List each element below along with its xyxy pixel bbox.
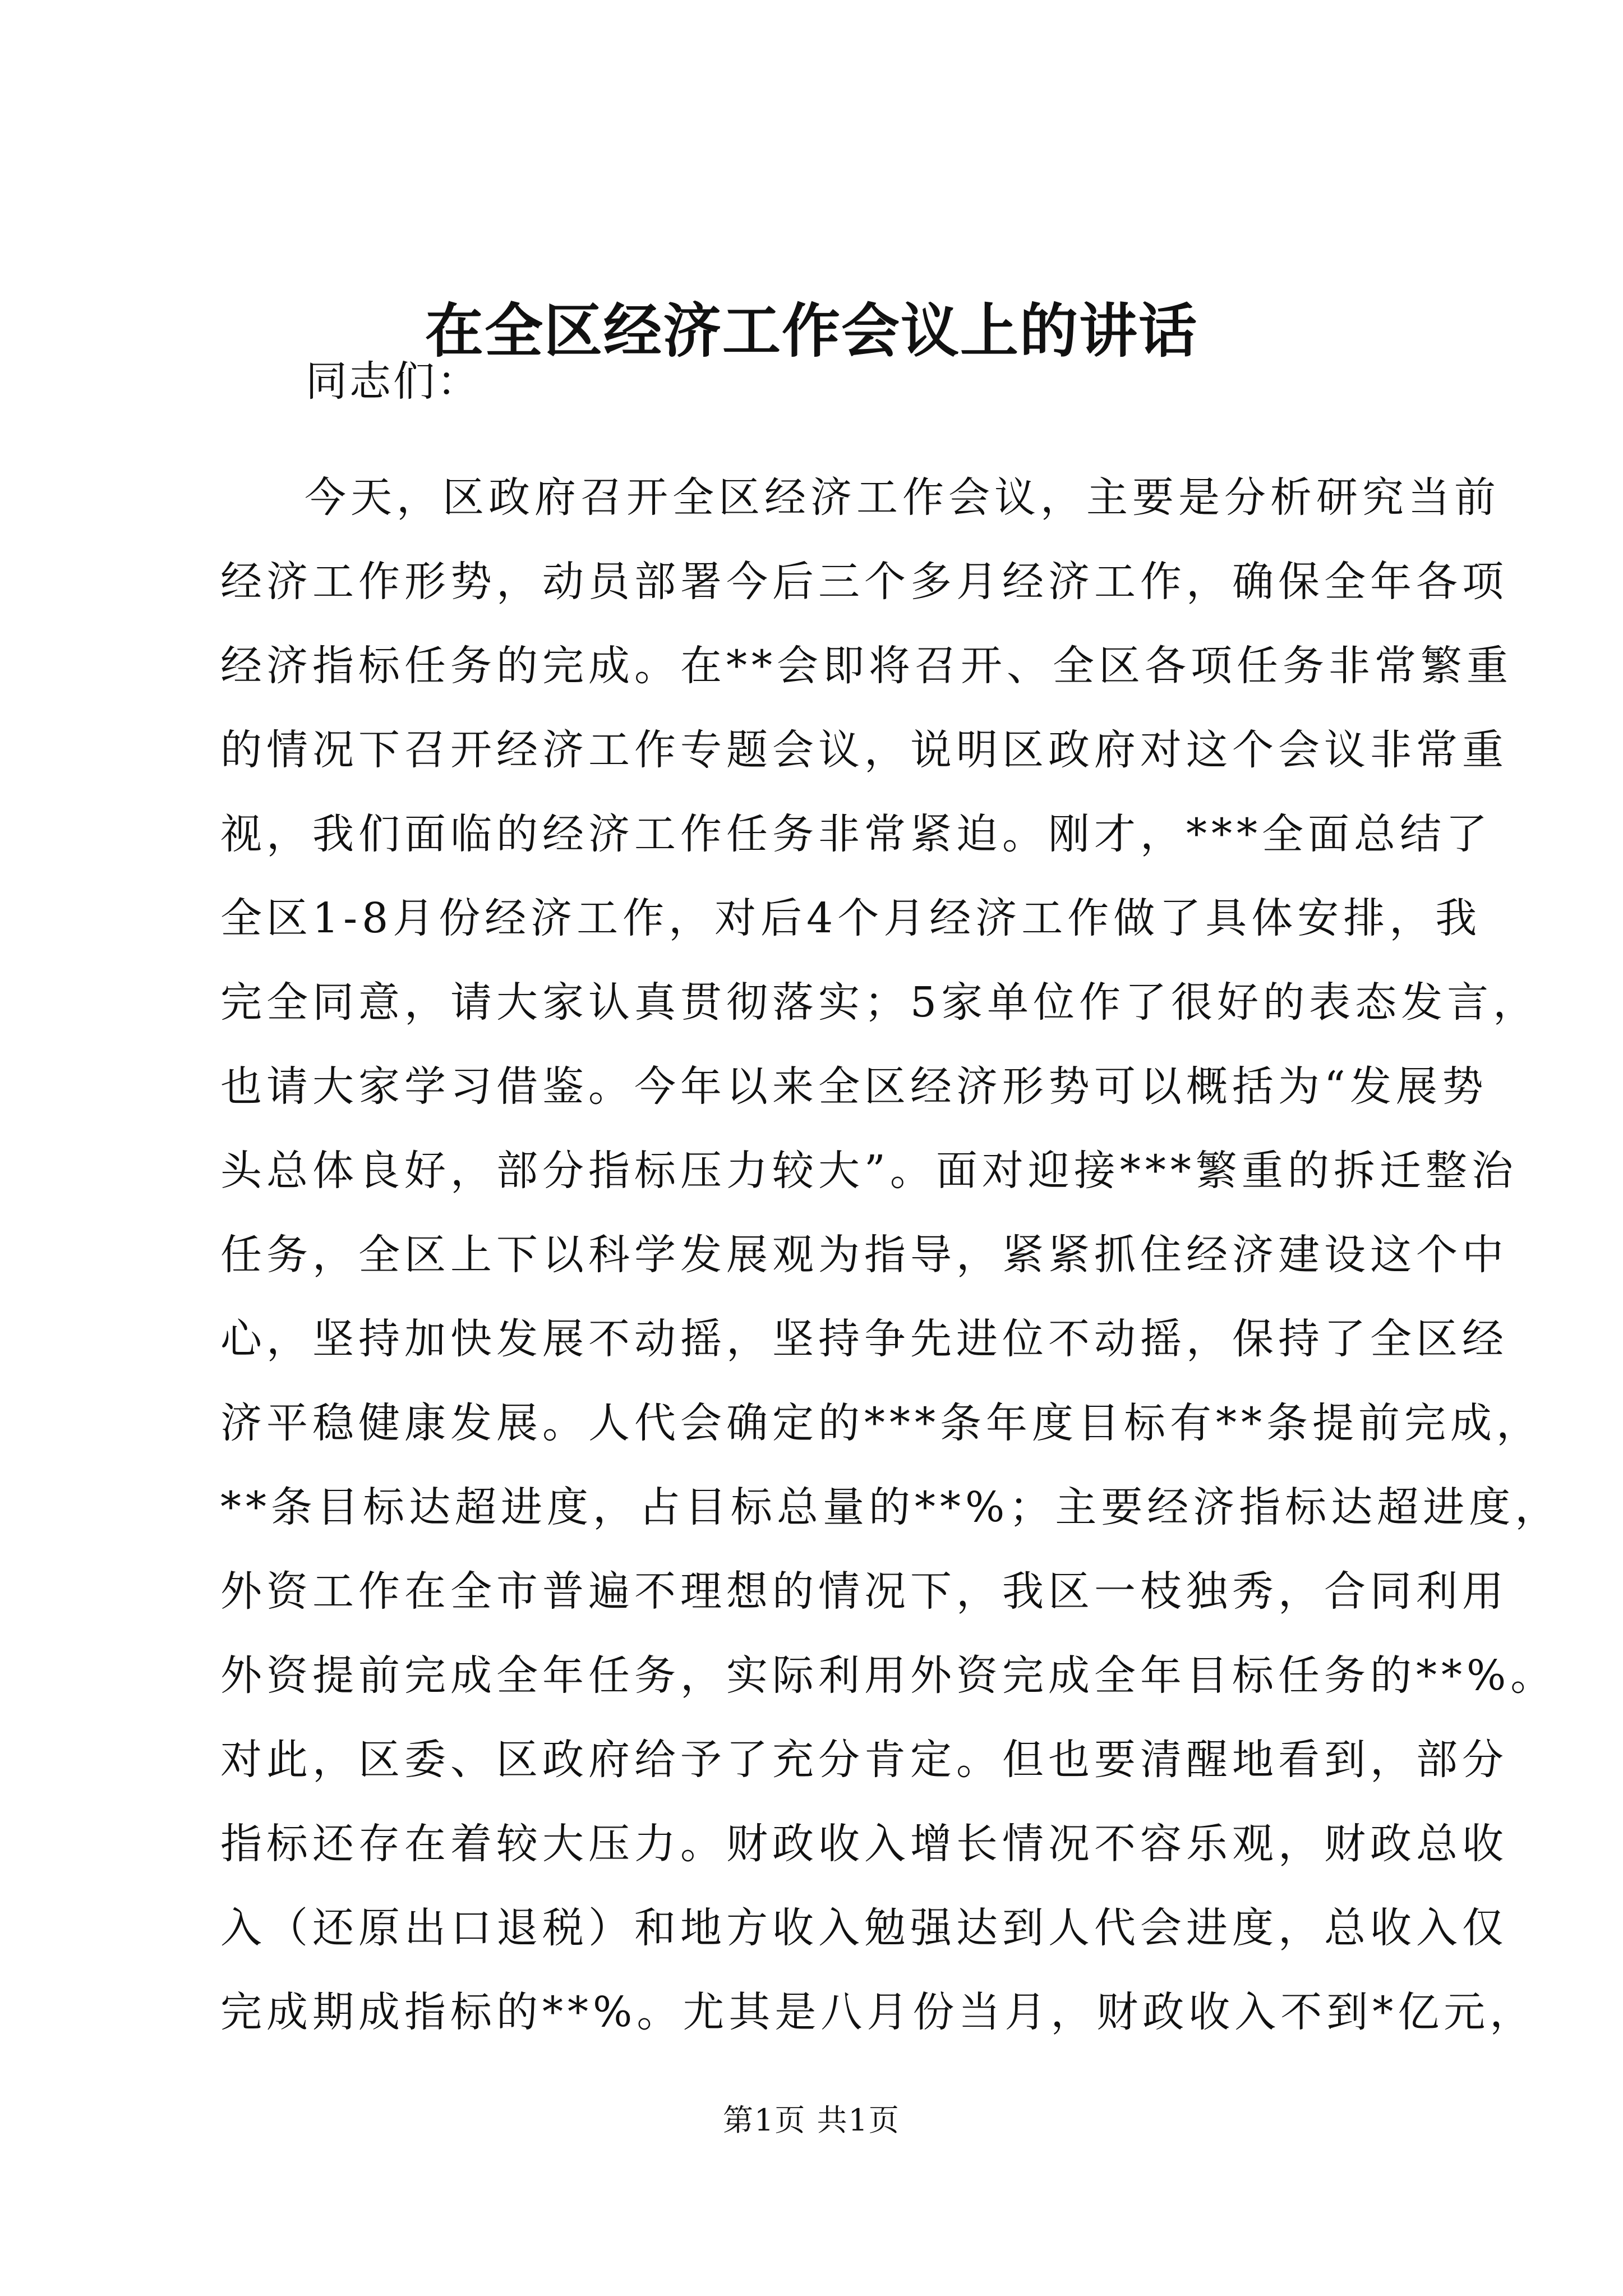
body-line: 全区1-8月份经济工作，对后4个月经济工作做了具体安排，我 — [220, 894, 1482, 942]
body-line: 完全同意，请大家认真贯彻落实；5家单位作了很好的表态发言， — [220, 978, 1539, 1027]
body-line: 头总体良好，部分指标压力较大”。面对迎接***繁重的拆迁整治 — [220, 1147, 1518, 1195]
body-line: 外资工作在全市普遍不理想的情况下，我区一枝独秀，合同利用 — [220, 1567, 1508, 1616]
body-text — [220, 467, 1561, 2065]
body-line: 也请大家学习借鉴。今年以来全区经济形势可以概括为“发展势 — [220, 1062, 1488, 1111]
body-line: 外资提前完成全年任务，实际利用外资完成全年目标任务的**%。 — [220, 1651, 1557, 1700]
body-line: 心，坚持加快发展不动摇，坚持争先进位不动摇，保持了全区经 — [220, 1315, 1508, 1363]
body-line: 经济指标任务的完成。在**会即将召开、全区各项任务非常繁重 — [220, 642, 1513, 690]
body-line: 完成期成指标的**%。尤其是八月份当月，财政收入不到*亿元， — [220, 1988, 1536, 2036]
body-line: 经济工作形势，动员部署今后三个多月经济工作，确保全年各项 — [220, 558, 1508, 606]
body-line: 今天，区政府召开全区经济工作会议，主要是分析研究当前 — [305, 473, 1500, 522]
document-title: 在全区经济工作会议上的讲话 — [425, 296, 1198, 365]
body-line: **条目标达超进度，占目标总量的**%；主要经济指标达超进度， — [220, 1483, 1561, 1531]
body-line: 指标还存在着较大压力。财政收入增长情况不容乐观，财政总收 — [220, 1820, 1508, 1868]
body-line: 入（还原出口退税）和地方收入勉强达到人代会进度，总收入仅 — [220, 1904, 1508, 1952]
salutation: 同志们： — [306, 357, 481, 406]
page-number: 第1页 共1页 — [723, 2102, 900, 2138]
body-line: 视，我们面临的经济工作任务非常紧迫。刚才，***全面总结了 — [220, 810, 1492, 858]
body-line: 对此，区委、区政府给予了充分肯定。但也要清醒地看到，部分 — [220, 1736, 1508, 1784]
body-line: 济平稳健康发展。人代会确定的***条年度目标有**条提前完成， — [220, 1399, 1542, 1447]
body-line: 的情况下召开经济工作专题会议，说明区政府对这个会议非常重 — [220, 726, 1508, 774]
body-line: 任务，全区上下以科学发展观为指导，紧紧抓住经济建设这个中 — [220, 1231, 1508, 1279]
